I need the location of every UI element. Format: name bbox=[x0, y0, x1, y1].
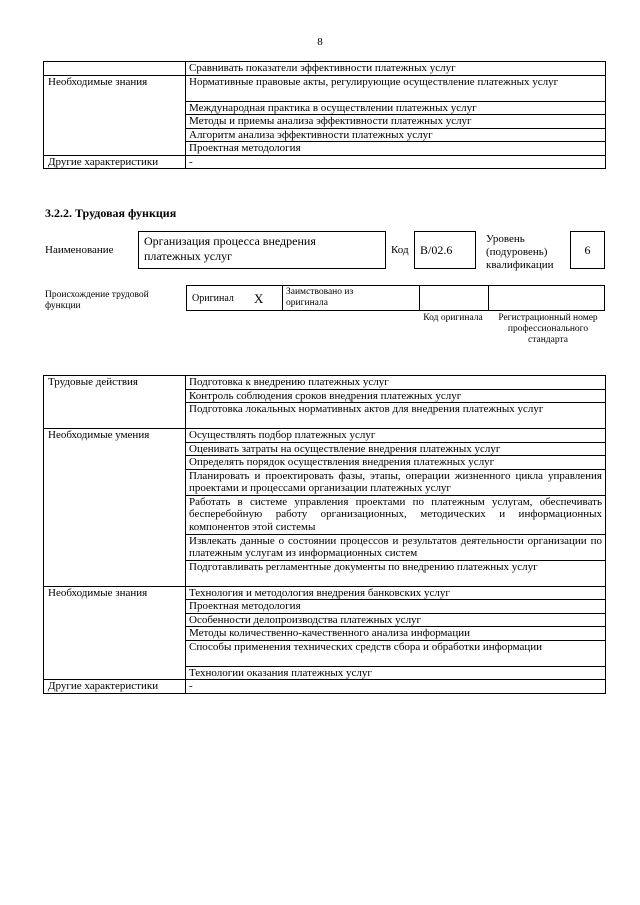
skill-item: Планировать и проектировать фазы, этапы, операции жизненного цикла управления проектами и процессами организации платежных услуг bbox=[186, 469, 606, 495]
table-row bbox=[44, 155, 606, 169]
knowledge-label: Необходимые знания bbox=[44, 75, 186, 155]
top-first-row: Сравнивать показатели эффективности платежных услуг bbox=[186, 62, 606, 76]
origin-table bbox=[186, 285, 605, 311]
knowledge-item: Методы и приемы анализа эффективности платежных услуг bbox=[186, 115, 606, 129]
divider bbox=[488, 286, 489, 310]
knowledge-item: Особенности делопроизводства платежных услуг bbox=[186, 613, 606, 627]
action-item: Подготовка локальных нормативных актов для внедрения платежных услуг bbox=[186, 403, 606, 429]
level-label: Уровень (подуровень) квалификации bbox=[486, 233, 554, 271]
original-mark: X bbox=[254, 291, 264, 306]
skill-item: Определять порядок осуществления внедрения платежных услуг bbox=[186, 456, 606, 470]
code-value: B/02.6 bbox=[420, 243, 453, 257]
knowledge-item: Проектная методология bbox=[186, 600, 606, 614]
reg-number-caption: Регистрационный номер профессионального стандарта bbox=[498, 313, 598, 345]
table-row bbox=[44, 586, 606, 600]
action-item: Контроль соблюдения сроков внедрения платежных услуг bbox=[186, 389, 606, 403]
name-label: Наименование bbox=[45, 244, 114, 256]
top-table bbox=[43, 61, 606, 169]
origin-label: Происхождение трудовой функции bbox=[45, 290, 149, 311]
code-box bbox=[414, 231, 476, 269]
action-item: Подготовка к внедрению платежных услуг bbox=[186, 376, 606, 390]
level-value: 6 bbox=[584, 243, 591, 257]
skill-item: Работать в системе управления проектами по платежным услугам, обеспечивать бесперебойную работу организационных, методических и информационных компонентов этой системы bbox=[186, 495, 606, 534]
code-original-caption: Код оригинала bbox=[423, 313, 483, 323]
knowledge-item: Способы применения технических средств сбора и обработки информации bbox=[186, 640, 606, 666]
other-value: - bbox=[186, 155, 606, 169]
main-knowledge-label: Необходимые знания bbox=[44, 586, 186, 680]
actions-label: Трудовые действия bbox=[44, 376, 186, 429]
table-row bbox=[44, 429, 606, 443]
skill-item: Оценивать затраты на осуществление внедрения платежных услуг bbox=[186, 442, 606, 456]
knowledge-item: Проектная методология bbox=[186, 142, 606, 156]
level-box bbox=[570, 231, 605, 269]
page-number: 8 bbox=[317, 36, 323, 48]
table-row bbox=[44, 680, 606, 694]
original-label: Оригинал bbox=[192, 293, 234, 304]
borrowed-label: Заимствовано из оригинала bbox=[286, 287, 354, 308]
empty-label-cell bbox=[44, 62, 186, 76]
skill-item: Извлекать данные о состоянии процессов и результатов деятельности организации по платежным услугам из информационных систем bbox=[186, 534, 606, 560]
main-other-value: - bbox=[186, 680, 606, 694]
other-label: Другие характеристики bbox=[44, 155, 186, 169]
knowledge-item: Алгоритм анализа эффективности платежных услуг bbox=[186, 128, 606, 142]
code-label: Код bbox=[391, 244, 409, 256]
name-box bbox=[138, 231, 386, 269]
skills-label: Необходимые умения bbox=[44, 429, 186, 587]
knowledge-item: Технологии оказания платежных услуг bbox=[186, 666, 606, 680]
name-value: Организация процесса внедрения платежных услуг bbox=[144, 234, 316, 263]
skill-item: Подготавливать регламентные документы по внедрению платежных услуг bbox=[186, 560, 606, 586]
knowledge-item: Нормативные правовые акты, регулирующие осуществление платежных услуг bbox=[186, 75, 606, 101]
section-title: 3.2.2. Трудовая функция bbox=[45, 206, 177, 220]
knowledge-item: Международная практика в осуществлении платежных услуг bbox=[186, 101, 606, 115]
divider bbox=[419, 286, 420, 310]
table-row bbox=[44, 75, 606, 101]
knowledge-item: Методы количественно-качественного анализа информации bbox=[186, 627, 606, 641]
divider bbox=[282, 286, 283, 310]
table-row bbox=[44, 376, 606, 390]
knowledge-item: Технология и методология внедрения банковских услуг bbox=[186, 586, 606, 600]
skill-item: Осуществлять подбор платежных услуг bbox=[186, 429, 606, 443]
main-other-label: Другие характеристики bbox=[44, 680, 186, 694]
main-table bbox=[43, 375, 606, 694]
table-row bbox=[44, 62, 606, 76]
